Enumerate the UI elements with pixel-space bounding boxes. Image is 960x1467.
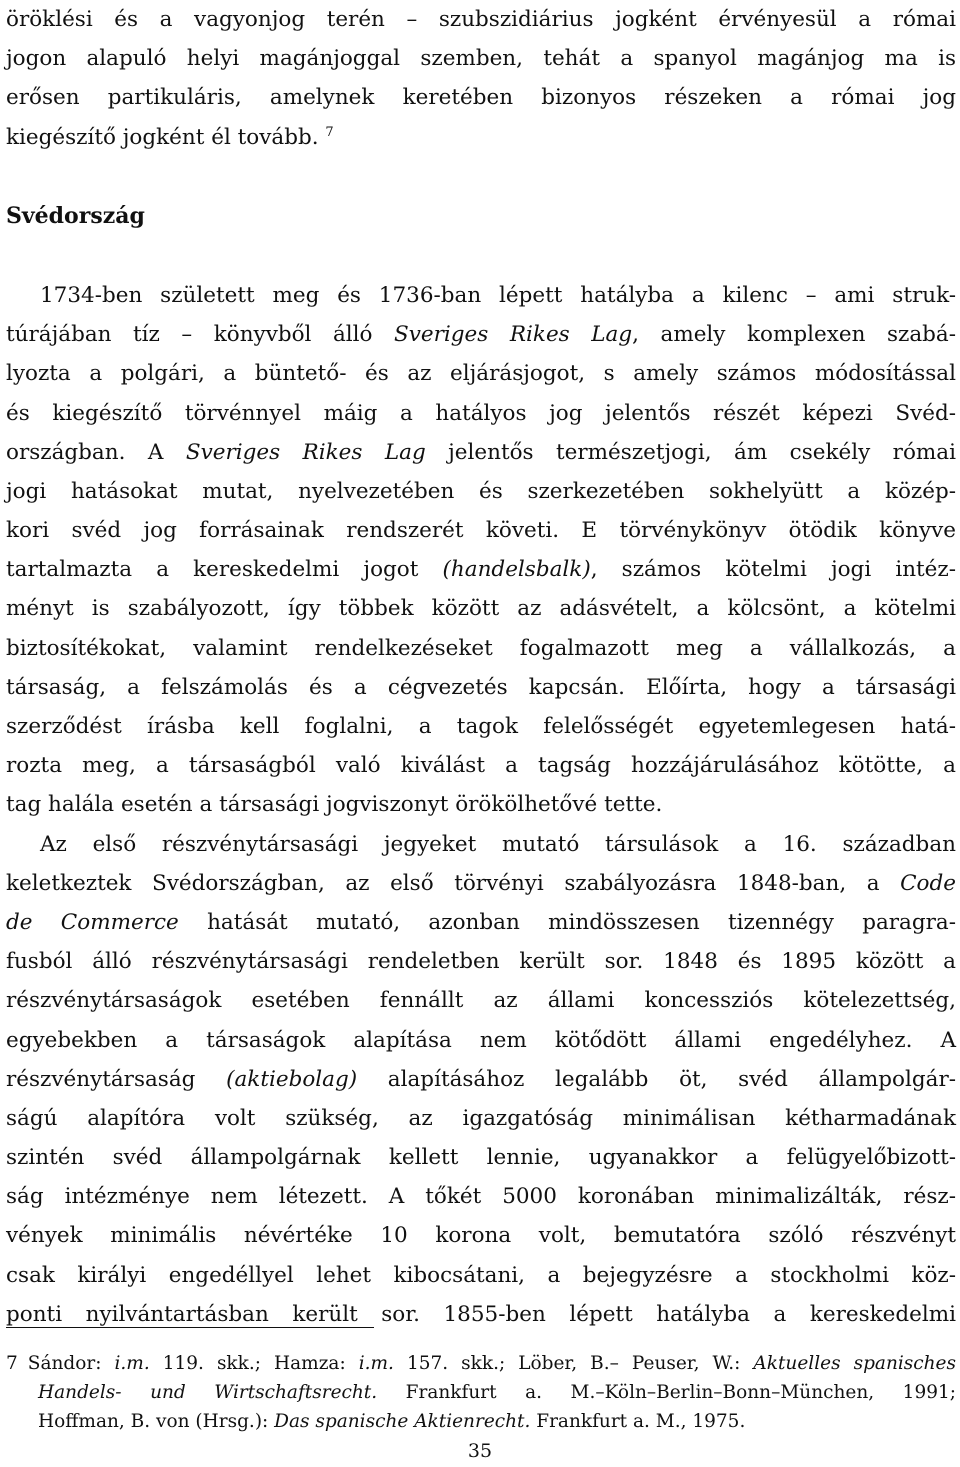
intro-paragraph — [6, 0, 956, 157]
text-line: ményt is szabályozott, így többek között az adásvételt, a kölcsönt, a kötelmi — [6, 596, 956, 622]
footnote — [6, 1349, 956, 1436]
text-line: társaság, a felszámolás és a cégvezetés kapcsán. Előírta, hogy a társasági — [6, 674, 956, 700]
text-line: 1734-ben született meg és 1736-ban lépett hatályba a kilenc – ami struk- — [40, 282, 956, 308]
text-segment: részvénytársaság — [6, 1066, 227, 1092]
text-segment: hatását mutató, azonban mindösszesen tizennégy paragra- — [178, 909, 956, 935]
text-segment: keletkeztek Svédországban, az első törvényi szabályozásra 1848-ban, a — [6, 870, 901, 896]
text-segment: Sándor: — [27, 1353, 115, 1374]
text-segment: kiegészítő jogként él tovább. — [6, 124, 319, 150]
text-segment: , számos kötelmi jogi intéz- — [590, 557, 957, 583]
italic-title: Code — [900, 870, 956, 896]
text-line: jogi hatásokat mutat, nyelvezetében és szerkezetében sokhelyütt a közép- — [6, 478, 956, 504]
text-segment: jelentős természetjogi, ám csekély római — [425, 439, 956, 465]
text-line: jogon alapuló helyi magánjoggal szemben, tehát a spanyol magánjog ma is — [6, 46, 956, 72]
italic-title: Das spanische Aktienrecht. — [274, 1411, 531, 1432]
italic-term: (handelsbalk) — [442, 557, 591, 583]
text-segment: 119. skk.; Hamza: — [149, 1353, 359, 1374]
text-line — [6, 903, 956, 942]
footnote-reference[interactable]: 7 — [325, 124, 334, 140]
italic-title: Aktuelles spanisches — [753, 1353, 956, 1374]
footnote-line — [6, 1349, 956, 1378]
italic-text: i.m. — [114, 1353, 150, 1374]
text-line: biztosítékokat, valamint rendelkezéseket fogalmazott meg a vállalkozás, a — [6, 635, 956, 661]
text-segment: Frankfurt a. M., 1975. — [530, 1411, 746, 1432]
text-segment: Hoffman, B. von (Hrsg.): — [38, 1411, 275, 1432]
text-segment: , amely komplexen szabá- — [632, 322, 956, 348]
footnote-separator — [6, 1327, 374, 1328]
text-segment: tartalmazta a kereskedelmi jogot — [6, 557, 443, 583]
page-body — [6, 0, 956, 1334]
text-line: ponti nyilvántartásban került sor. 1855-ben lépett hatályba a kereskedelmi — [6, 1301, 956, 1327]
text-line: ságú alapítóra volt szükség, az igazgatóság minimálisan kétharmadának — [6, 1105, 956, 1131]
text-line: részvénytársaságok esetében fennállt az állami koncessziós kötelezettség, — [6, 988, 956, 1014]
text-segment: Frankfurt a. M.–Köln–Berlin–Bonn–München, 1991; — [377, 1382, 956, 1403]
italic-title: Sveriges Rikes Lag — [394, 322, 633, 348]
text-line: rozta meg, a társaságból való kiválást a tagság hozzájárulásához kötötte, a — [6, 753, 956, 779]
text-line: csak királyi engedéllyel lehet kibocsátani, a bejegyzésre a stockholmi köz- — [6, 1262, 956, 1288]
text-line: lyozta a polgári, a büntető- és az eljárásjogot, s amely számos módosítással — [6, 361, 956, 387]
text-line: fusból álló részvénytársasági rendeletben került sor. 1848 és 1895 között a — [6, 949, 956, 975]
section-heading: Svédország — [6, 202, 145, 229]
text-line — [6, 1060, 956, 1099]
italic-title: Handels- und Wirtschaftsrecht. — [38, 1382, 378, 1403]
footnote-line — [6, 1407, 956, 1436]
text-line — [6, 118, 956, 157]
sweden-paragraph — [6, 276, 956, 825]
text-line — [6, 864, 956, 903]
text-line — [6, 315, 956, 354]
italic-text: i.m. — [358, 1353, 394, 1374]
text-line: öröklési és a vagyonjog terén – szubszidiárius jogként érvényesül a római — [6, 7, 956, 32]
text-line: ság intézménye nem létezett. A tőkét 5000 koronában minimalizálták, rész- — [6, 1184, 956, 1210]
text-segment: túrájában tíz – könyvből álló — [6, 322, 395, 348]
text-line: erősen partikuláris, amelynek keretében bizonyos részeken a római jog — [6, 85, 956, 111]
text-line: vények minimális névértéke 10 korona volt, bemutatóra szóló részvényt — [6, 1223, 956, 1249]
footnote-line — [6, 1378, 956, 1407]
text-segment: 157. skk.; Löber, B.– Peuser, W.: — [393, 1353, 754, 1374]
text-line — [6, 433, 956, 472]
text-line: kori svéd jog forrásainak rendszerét követi. E törvénykönyv ötödik könyve — [6, 518, 956, 544]
shares-paragraph — [6, 825, 956, 1334]
page-number: 35 — [467, 1440, 493, 1462]
text-line: Az első részvénytársasági jegyeket mutató társulások a 16. században — [40, 831, 956, 857]
italic-term: (aktiebolag) — [226, 1066, 358, 1092]
text-line: tag halála esetén a társasági jogviszonyt örökölhetővé tette. — [6, 792, 663, 818]
text-segment: alapításához legalább öt, svéd állampolgár- — [357, 1066, 956, 1092]
italic-title: de Commerce — [6, 909, 179, 935]
italic-title: Sveriges Rikes Lag — [185, 439, 426, 465]
text-line: szintén svéd állampolgárnak kellett lennie, ugyanakkor a felügyelőbizott- — [6, 1145, 956, 1171]
text-line: és kiegészítő törvénnyel máig a hatályos jog jelentős részét képezi Svéd- — [6, 400, 956, 426]
footnote-number: 7 — [6, 1353, 18, 1374]
text-line: egyebekben a társaságok alapítása nem kötődött állami engedélyhez. A — [6, 1027, 956, 1053]
text-line — [6, 550, 956, 589]
text-line: szerződést írásba kell foglalni, a tagok felelősségét egyetemlegesen hatá- — [6, 714, 956, 739]
text-segment: országban. A — [6, 439, 186, 465]
